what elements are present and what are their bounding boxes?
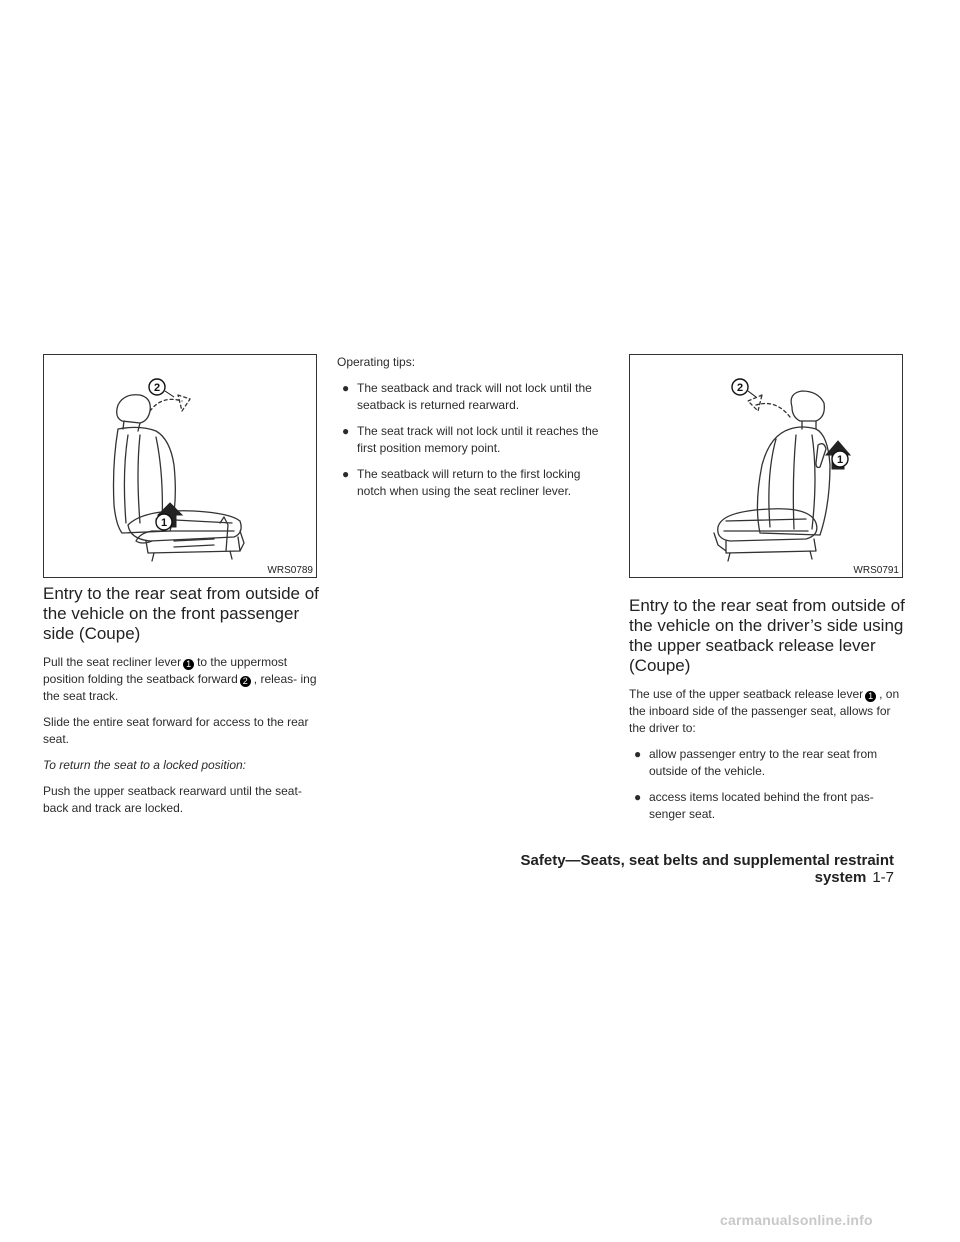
right-column <box>629 596 905 823</box>
callout-badge-2: 2 <box>240 676 251 687</box>
left-heading: Entry to the rear seat from outside of the vehicle on the front passenger side (Coupe) <box>43 584 319 643</box>
figure-code-right: WRS0791 <box>853 565 899 576</box>
section-title: Safety—Seats, seat belts and supplemental restraint system <box>520 852 894 886</box>
list-item: ● access items located behind the front pas- senger seat. <box>634 790 874 821</box>
middle-column <box>337 354 609 500</box>
right-heading: Entry to the rear seat from outside of the vehicle on the driver’s side using the upper seatback release lever (Coupe) <box>629 596 905 675</box>
watermark: carmanualsonline.info <box>720 1212 873 1228</box>
svg-text:1: 1 <box>836 454 844 466</box>
left-paragraph-2: Slide the entire seat forward for access to the rear seat. <box>43 715 309 746</box>
page-footer <box>480 852 894 886</box>
seat-illustration-right <box>629 354 903 578</box>
svg-text:1: 1 <box>160 517 168 529</box>
left-paragraph-3: Push the upper seatback rearward until the seat- back and track are locked. <box>43 784 302 815</box>
callout-badge-1: 1 <box>183 659 194 670</box>
list-item: ● allow passenger entry to the rear seat from outside of the vehicle. <box>634 747 878 778</box>
svg-text:2: 2 <box>153 382 161 394</box>
left-paragraph-1: Pull the seat recliner lever 1 to the uppermost position folding the seatback forward 2 , releas- ing the seat track. <box>43 655 317 703</box>
page-number: 1-7 <box>872 869 894 886</box>
callout-badge-1: 1 <box>865 691 876 702</box>
operating-tips-label: Operating tips: <box>337 355 416 369</box>
seat-drawing-right <box>630 355 902 577</box>
list-item: ● The seatback will return to the first locking notch when using the seat recliner lever. <box>342 467 581 498</box>
figure-code-left: WRS0789 <box>267 565 313 576</box>
seat-illustration-left <box>43 354 317 578</box>
seat-drawing-left <box>44 355 316 577</box>
right-paragraph-1: The use of the upper seatback release lever 1 , on the inboard side of the passenger seat, allows for the driver to: <box>629 687 900 735</box>
right-list <box>629 746 905 823</box>
operating-tips-list <box>337 380 609 500</box>
left-subheading: To return the seat to a locked position: <box>43 758 247 772</box>
list-item: ● The seatback and track will not lock until the seatback is returned rearward. <box>342 381 592 412</box>
svg-text:2: 2 <box>736 382 744 394</box>
list-item: ● The seat track will not lock until it reaches the first position memory point. <box>342 424 599 455</box>
left-column <box>43 584 319 817</box>
